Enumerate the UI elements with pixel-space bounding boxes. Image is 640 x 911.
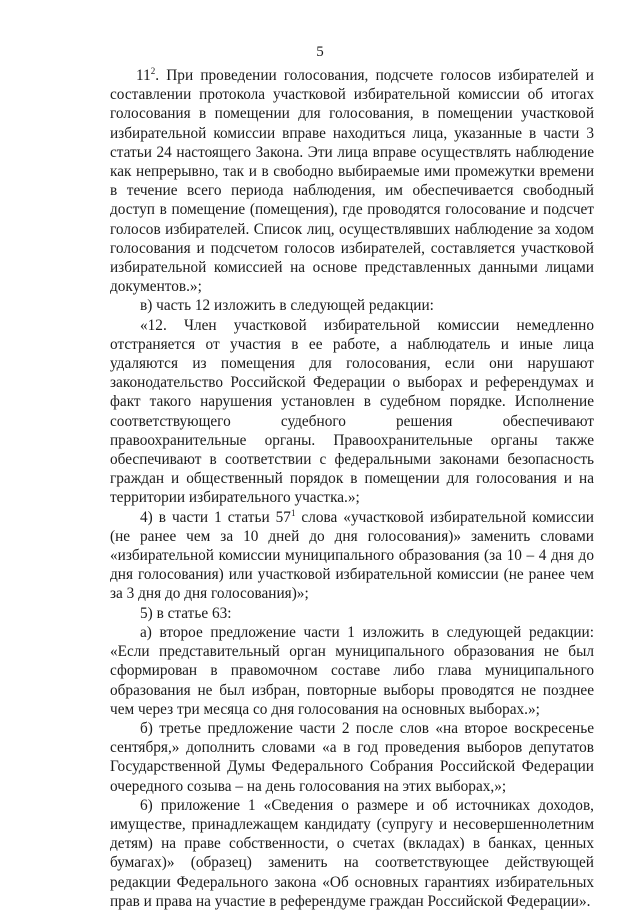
paragraph	[110, 316, 594, 508]
paragraph	[110, 719, 594, 796]
paragraph	[110, 508, 594, 604]
paragraph-text: . При проведении голосования, подсчете голосов избирателей и составлении протокола участковой избирательной комиссии об итогах голосования в помещении для голосования, в помещении участковой избирательной комиссии вправе находиться лица, указанные в части 3 статьи 24 настоящего Закона. Эти лица вправе осуществлять наблюдение как непрерывно, так и в свободно выбираемые ими промежутки времени в течение всего периода наблюдения, им обеспечивается свободный доступ в помещение (помещения), где проводятся голосование и подсчет голосов избирателей. Список лиц, осуществлявших наблюдение за ходом голосования и подсчетом голосов избирателей, составляется участковой избирательной комиссией на основе представленных данными лицами документов.»;	[110, 67, 594, 296]
paragraph-prefix: «12. Член участковой избирательной комиссии немедленно отстраняется от участия в ее работе, а наблюдатель и иные лица удаляются из помещения для голосования, если они нарушают законодательство Российской Федерации о выборах и референдумах и факт такого нарушения установлен в судебном порядке. Исполнение соответствующего судебного решения обеспечивают правоохранительные органы. Правоохранительные органы также обеспечивают в соответствии с федеральными законами безопасность граждан и общественный порядок в помещении для голосования и на территории избирательного участка.»;	[110, 316, 594, 507]
paragraph	[110, 296, 594, 315]
paragraph-prefix: б) третье предложение части 2 после слов «на второе воскресенье сентября,» дополнить словами «а в год проведения выборов депутатов Государственной Думы Федерального Собрания Российской Федерации очередного созыва – на день голосования на этих выборах,»;	[110, 719, 594, 795]
document-body	[110, 66, 594, 911]
paragraph	[110, 623, 594, 719]
paragraph-prefix: 6) приложение 1 «Сведения о размере и об источниках доходов, имуществе, принадлежащем кандидату (супругу и несовершеннолетним детям) на праве собственности, о счетах (вкладах) в банках, ценных бумагах)» (образец) заменить на соответствующее действующей редакции Федерального закона «Об основных гарантиях избирательных прав и права на участие в референдуме граждан Российской Федерации».	[110, 796, 594, 910]
paragraph	[110, 796, 594, 911]
paragraph	[110, 66, 594, 296]
paragraph	[110, 604, 594, 623]
paragraph-text: слова «участковой избирательной комиссии (не ранее чем за 10 дней до дня голосования)» заменить словами «избирательной комиссии муниципального образования (за 10 – 4 дня до дня голосования) или участковой избирательной комиссии (не ранее чем за 3 дня до дня голосования)»;	[110, 508, 594, 603]
superscript: 2	[150, 65, 156, 76]
paragraph-prefix: 4) в части 1 статьи 57	[140, 508, 291, 526]
page-number: 5	[316, 44, 324, 60]
paragraph-prefix: 11	[136, 67, 151, 84]
paragraph-prefix: в) часть 12 изложить в следующей редакции:	[140, 297, 434, 315]
superscript: 1	[290, 507, 296, 518]
paragraph-prefix: 5) в статье 63:	[140, 604, 232, 622]
paragraph-prefix: а) второе предложение части 1 изложить в следующей редакции: «Если представительный орган муниципального образования не был сформирован в правомочном составе либо глава муниципального образования не был избран, повторные выборы проводятся не позднее чем через три месяца со дня голосования на основных выборах.»;	[110, 623, 594, 718]
